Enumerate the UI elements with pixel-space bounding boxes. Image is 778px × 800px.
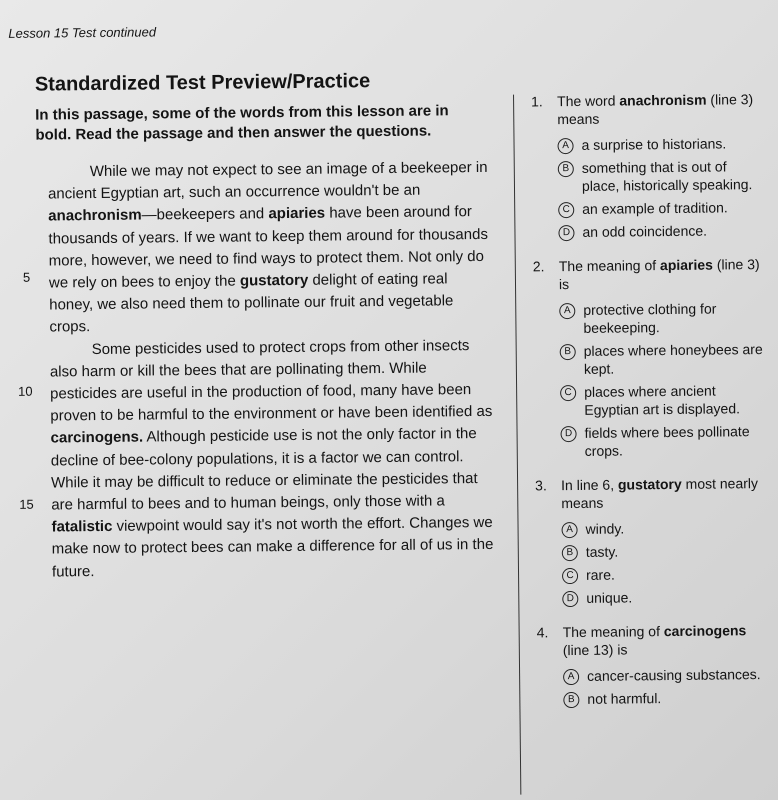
- answer-options: [559, 299, 770, 460]
- question-text: [563, 621, 772, 659]
- vocab-word: gustatory: [239, 271, 309, 290]
- passage-text: delight of eating real honey, we also need them to pollinate our fruit and vegetable crops.: [49, 270, 454, 336]
- answer-option-a[interactable]: [557, 134, 766, 154]
- question-text: [557, 90, 766, 128]
- option-text: places where ancient Egyptian art is displayed.: [584, 382, 741, 418]
- vocab-word: anachronism: [48, 206, 142, 225]
- option-text: an example of tradition.: [582, 199, 728, 217]
- passage-text: viewpoint would say it's not worth the effort. Changes we make now to protect bees can make a difference for all of us in the future.: [51, 514, 494, 581]
- passage-text: (line 3) is: [558, 256, 760, 293]
- question-3: [535, 474, 771, 607]
- passage-text: The meaning of: [562, 623, 664, 641]
- question-4: [537, 621, 773, 708]
- option-letter-circle[interactable]: A: [563, 669, 579, 685]
- option-letter-circle[interactable]: A: [557, 138, 573, 154]
- passage-paragraph-2: [50, 334, 498, 583]
- option-letter-circle[interactable]: B: [560, 344, 576, 360]
- answer-option-a[interactable]: [561, 518, 770, 538]
- passage-text: Although pesticide use is not the only factor in the decline of bee-colony populations, it is a factor we can control. While it may be difficult to reduce or eliminate the pesticides that are harmful to bees and to human beings, only those with a: [50, 425, 478, 514]
- option-letter-circle[interactable]: D: [558, 225, 574, 241]
- passage-text: While we may not expect to see an image of a beekeeper in ancient Egyptian art, such an occurrence wouldn't be an: [47, 158, 488, 203]
- page-title: Standardized Test Preview/Practice: [34, 70, 371, 96]
- passage-text: have been around for thousands of years. If we want to keep them around for thousands more, however, we need to find ways to protect them. Not only do we rely on bees to enjoy the: [48, 203, 489, 292]
- passage-text: (line 13) is: [562, 641, 628, 659]
- lesson-header: Lesson 15 Test continued: [8, 24, 157, 41]
- answer-option-b[interactable]: [563, 688, 772, 708]
- passage-text: —beekeepers and: [141, 205, 269, 224]
- column-divider: [513, 95, 521, 795]
- question-text: [561, 474, 770, 512]
- option-letter-circle[interactable]: C: [562, 568, 578, 584]
- instructions: In this passage, some of the words from this lesson are in bold. Read the passage and then answer the questions.: [35, 102, 449, 144]
- option-letter-circle[interactable]: B: [558, 161, 574, 177]
- answer-option-b[interactable]: [560, 340, 769, 378]
- option-text: windy.: [585, 520, 625, 537]
- answer-option-c[interactable]: [562, 564, 771, 584]
- option-letter-circle[interactable]: D: [562, 591, 578, 607]
- answer-options: [557, 134, 767, 241]
- vocab-word: apiaries: [268, 205, 326, 223]
- question-stem: [533, 255, 768, 293]
- question-column: [531, 90, 773, 724]
- answer-option-b[interactable]: [558, 157, 767, 195]
- option-text: a surprise to historians.: [581, 135, 727, 153]
- option-text: fields where bees pollinate crops.: [584, 423, 750, 459]
- option-letter-circle[interactable]: A: [559, 303, 575, 319]
- passage-text: Some pesticides used to protect crops from other insects also harm or kill the bees that are pollinating them. While pesticides are useful in the production of food, many have been proven to be harmful to the environment or have been identified as: [49, 336, 493, 425]
- question-stem: [537, 621, 772, 659]
- question-2: [533, 255, 770, 460]
- vocab-word: gustatory: [617, 475, 682, 493]
- passage-text: most nearly means: [561, 475, 759, 512]
- vocab-word: carcinogens.: [50, 428, 144, 447]
- question-number: 4.: [536, 624, 549, 641]
- vocab-word: apiaries: [659, 256, 714, 274]
- answer-option-d[interactable]: [562, 587, 771, 607]
- answer-option-c[interactable]: [560, 381, 769, 419]
- answer-option-c[interactable]: [558, 198, 767, 218]
- vocab-word: anachronism: [619, 91, 707, 109]
- option-letter-circle[interactable]: B: [562, 545, 578, 561]
- option-text: places where honeybees are kept.: [583, 341, 763, 377]
- option-letter-circle[interactable]: B: [563, 692, 579, 708]
- vocab-word: fatalistic: [51, 518, 113, 536]
- option-text: cancer-causing substances.: [587, 666, 761, 684]
- question-1: [531, 90, 768, 241]
- reading-passage: [48, 157, 497, 583]
- option-text: tasty.: [585, 543, 619, 560]
- vocab-word: carcinogens: [663, 622, 747, 640]
- answer-option-d[interactable]: [560, 422, 769, 460]
- option-letter-circle[interactable]: C: [558, 202, 574, 218]
- answer-options: [563, 665, 772, 708]
- question-stem: [531, 90, 766, 128]
- line-number-5: 5: [22, 269, 31, 285]
- line-number-15: 15: [19, 496, 34, 512]
- answer-option-d[interactable]: [558, 221, 767, 241]
- option-text: something that is out of place, historically speaking.: [581, 158, 753, 194]
- option-text: rare.: [585, 566, 615, 583]
- passage-paragraph-1: [48, 157, 495, 339]
- passage-text: (line 3) means: [557, 91, 754, 128]
- passage-text: The meaning of: [558, 257, 661, 275]
- answer-option-b[interactable]: [562, 541, 771, 561]
- passage-text: The word: [557, 92, 620, 110]
- question-number: 2.: [532, 258, 545, 275]
- answer-options: [561, 518, 771, 607]
- question-number: 3.: [535, 477, 547, 494]
- option-letter-circle[interactable]: A: [561, 522, 577, 538]
- option-text: not harmful.: [587, 690, 662, 707]
- question-stem: [535, 474, 770, 512]
- passage-text: In line 6,: [561, 476, 619, 494]
- question-text: [559, 255, 768, 293]
- answer-option-a[interactable]: [559, 299, 768, 337]
- option-text: an odd coincidence.: [582, 222, 708, 240]
- line-number-10: 10: [18, 383, 33, 399]
- question-number: 1.: [531, 93, 543, 110]
- option-text: unique.: [586, 589, 633, 606]
- answer-option-a[interactable]: [563, 665, 772, 685]
- option-letter-circle[interactable]: C: [560, 385, 576, 401]
- option-text: protective clothing for beekeeping.: [583, 300, 717, 336]
- option-letter-circle[interactable]: D: [560, 426, 576, 442]
